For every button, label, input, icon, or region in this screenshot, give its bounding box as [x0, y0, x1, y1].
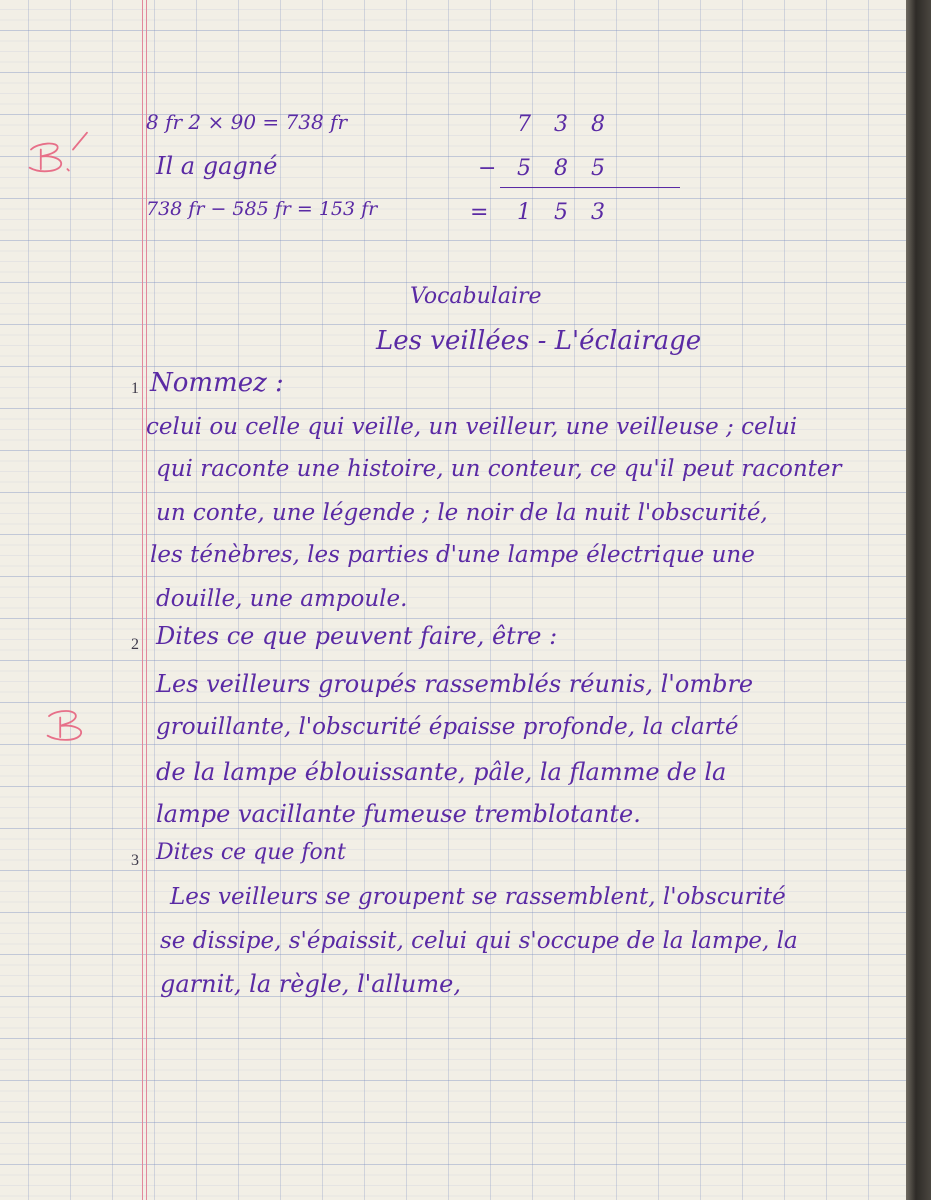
subtraction-rule	[500, 187, 680, 188]
subtraction-operator: −	[478, 156, 497, 181]
exercise-1-line: un conte, une légende ; le noir de la nuit l'obscurité,	[156, 500, 768, 526]
exercise-2-line: grouillante, l'obscurité épaisse profonde, la clarté	[156, 714, 739, 740]
exercise-2-number: 2	[131, 636, 139, 653]
exercise-2-line: Les veilleurs groupés rassemblés réunis, l'ombre	[156, 670, 754, 698]
grade-mark-1	[24, 118, 94, 188]
exercise-2-line: lampe vacillante fumeuse tremblotante.	[156, 800, 641, 828]
subtraction-equals: =	[470, 200, 489, 225]
exercise-2-line: de la lampe éblouissante, pâle, la flamme de la	[156, 758, 727, 786]
title: Vocabulaire	[410, 284, 542, 309]
math-line-3: 738 fr − 585 fr = 153 fr	[146, 198, 378, 220]
notebook-binding	[906, 0, 931, 1200]
subtraction-middle: 5 8 5	[517, 156, 613, 181]
exercise-3-line: Les veilleurs se groupent se rassemblent, l'obscurité	[170, 884, 786, 910]
exercise-3-line: garnit, la règle, l'allume,	[160, 970, 461, 998]
exercise-1-line: douille, une ampoule.	[156, 586, 408, 612]
exercise-1-number: 1	[131, 380, 139, 397]
exercise-3-line: se dissipe, s'épaissit, celui qui s'occupe de la lampe, la	[160, 928, 798, 954]
exercise-1-line: les ténèbres, les parties d'une lampe électrique une	[150, 542, 755, 568]
math-line-2: Il a gagné	[156, 152, 278, 180]
exercise-2-heading: Dites ce que peuvent faire, être :	[156, 622, 558, 650]
exercise-3-number: 3	[131, 852, 139, 869]
exercise-1-heading: Nommez :	[150, 368, 284, 398]
margin-line	[146, 0, 147, 1200]
exercise-1-line: qui raconte une histoire, un conteur, ce qu'il peut raconter	[156, 456, 842, 482]
exercise-3-heading: Dites ce que font	[156, 840, 346, 865]
subtraction-top: 7 3 8	[517, 112, 613, 137]
grade-mark-2	[42, 686, 112, 756]
subtraction-result: 1 5 3	[517, 200, 613, 225]
margin-line	[142, 0, 143, 1200]
math-line-1: 8 fr 2 × 90 = 738 fr	[146, 110, 348, 134]
exercise-1-line: celui ou celle qui veille, un veilleur, une veilleuse ; celui	[146, 414, 798, 440]
subtitle: Les veillées - L'éclairage	[376, 326, 702, 356]
